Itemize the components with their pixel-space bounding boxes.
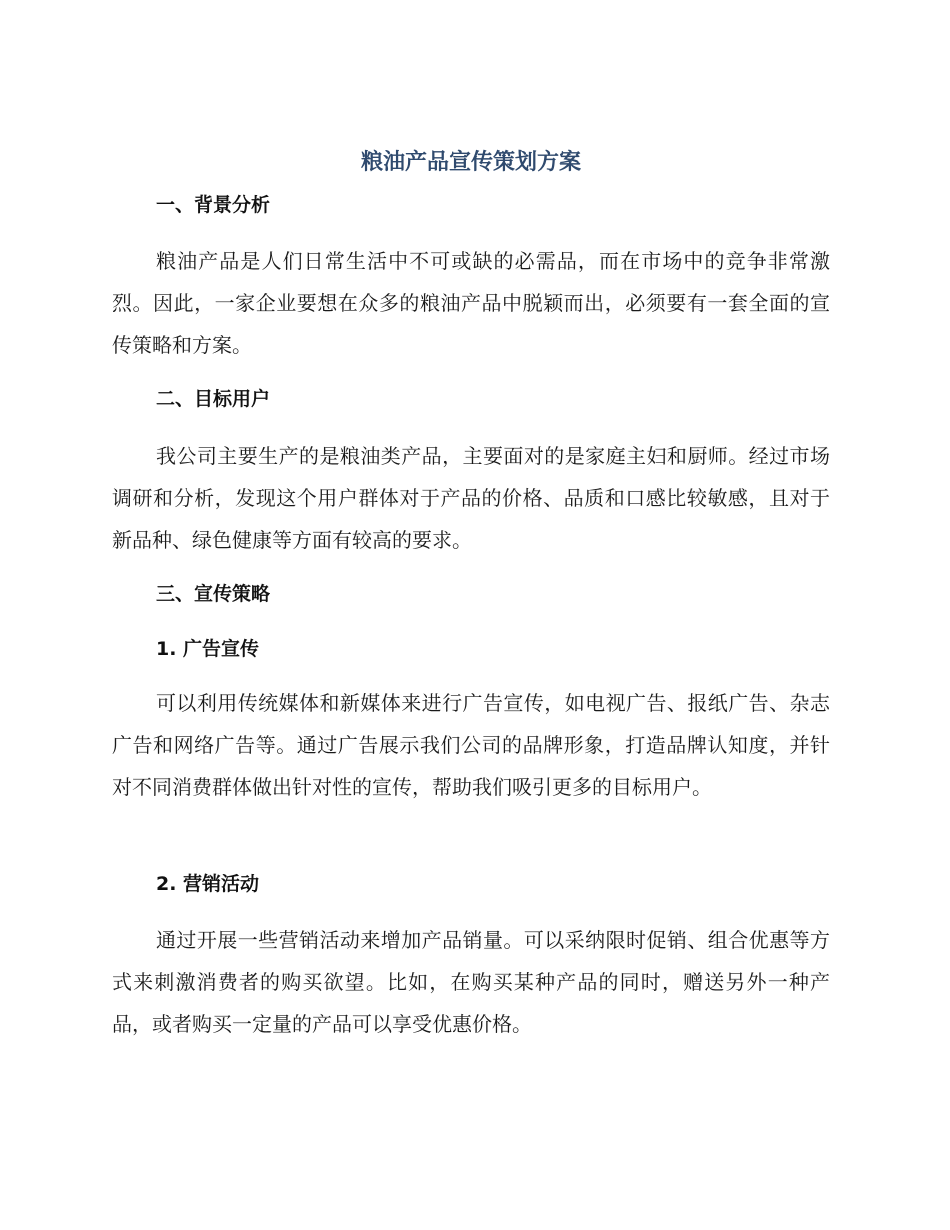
section-paragraph-background: 粮油产品是人们日常生活中不可或缺的必需品，而在市场中的竞争非常激烈。因此，一家企业要想在众多的粮油产品中脱颖而出，必须要有一套全面的宣传策略和方案。	[112, 249, 830, 357]
section-heading-strategy: 三、宣传策略	[156, 583, 271, 605]
section-heading-marketing: 2. 营销活动	[156, 873, 260, 895]
section-paragraph-marketing: 通过开展一些营销活动来增加产品销量。可以采纳限时促销、组合优惠等方式来刺激消费者的购买欲望。比如，在购买某种产品的同时，赠送另外一种产品，或者购买一定量的产品可以享受优惠价格。	[112, 928, 830, 1036]
section-heading-background: 一、背景分析	[156, 194, 271, 216]
document-title: 粮油产品宣传策划方案	[360, 150, 581, 175]
section-paragraph-advertising: 可以利用传统媒体和新媒体来进行广告宣传，如电视广告、报纸广告、杂志广告和网络广告等。通过广告展示我们公司的品牌形象，打造品牌认知度，并针对不同消费群体做出针对性的宣传，帮助我们吸引更多的目标用户。	[112, 691, 830, 799]
section-heading-advertising: 1. 广告宣传	[156, 638, 260, 660]
section-paragraph-target-users: 我公司主要生产的是粮油类产品，主要面对的是家庭主妇和厨师。经过市场调研和分析，发现这个用户群体对于产品的价格、品质和口感比较敏感，且对于新品种、绿色健康等方面有较高的要求。	[112, 444, 830, 552]
section-heading-target-users: 二、目标用户	[156, 388, 271, 410]
